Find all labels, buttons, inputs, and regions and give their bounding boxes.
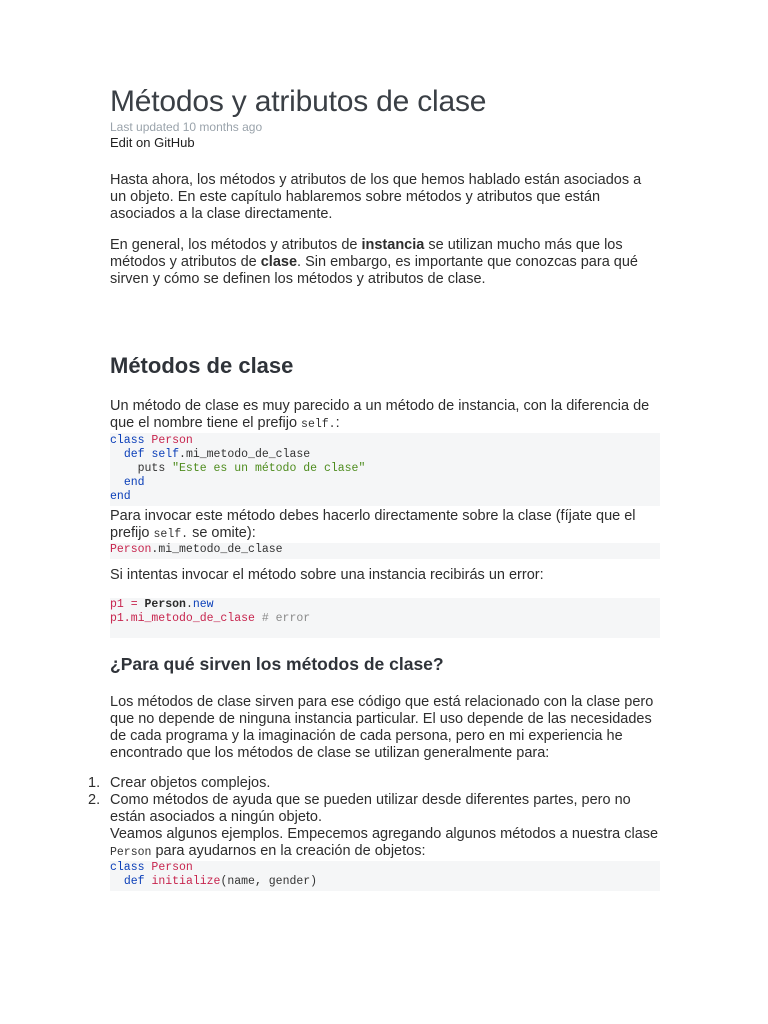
cm-p2-text-b: se omite): <box>188 525 256 541</box>
code-dot: . <box>185 598 193 611</box>
heading-purpose: ¿Para qué sirven los métodos de clase? <box>110 654 444 674</box>
list-item-number: 1. <box>88 775 101 791</box>
intro-2-bold-instancia: instancia <box>361 237 425 253</box>
purpose-paragraph-2 <box>110 826 658 859</box>
code-keyword: def <box>123 875 145 888</box>
intro-paragraph-1: Hasta ahora, los métodos y atributos de los que hemos hablado están asociados a un objeto. En este capítulo hablaremos sobre métodos y atributos que están asociados a la clase directamente. <box>110 172 642 222</box>
class-methods-paragraph-2 <box>110 508 660 543</box>
code-keyword: end <box>110 490 131 503</box>
edit-on-github-link[interactable]: Edit on GitHub <box>110 135 195 150</box>
purpose-p2-text-b: para ayudarnos en la creación de objetos: <box>151 843 426 859</box>
intro-2-bold-clase: clase <box>260 254 298 270</box>
code-method-name: initialize <box>151 875 221 888</box>
code-method-name: .mi_metodo_de_clase <box>179 448 311 461</box>
list-item <box>88 792 660 861</box>
code-keyword: class <box>110 434 145 447</box>
code-comment: # error <box>254 612 311 625</box>
code-method-call: .mi_metodo_de_clase <box>151 543 283 556</box>
code-operator: = <box>123 598 145 611</box>
cm-p1-text-b: : <box>335 415 340 431</box>
purpose-p2-text-a: Veamos algunos ejemplos. Empecemos agregando algunos métodos a nuestra clase <box>110 826 659 842</box>
intro-2-text-e: . Sin embargo, es importante que conozcas para qué sirven y cómo se definen los métodos y atributos de clase. <box>110 254 638 287</box>
list-item <box>88 775 660 792</box>
class-methods-paragraph-3: Si intentas invocar el método sobre una instancia recibirás un error: <box>110 567 544 583</box>
code-keyword: new <box>192 598 214 611</box>
intro-paragraph-2 <box>110 237 660 288</box>
code-block-person-initialize <box>110 861 660 891</box>
code-block-class-method-definition <box>110 433 660 506</box>
code-arguments: (name, gender) <box>220 875 318 888</box>
inline-code-person: Person <box>110 846 152 859</box>
purpose-list <box>88 775 660 861</box>
code-keyword: class <box>110 861 145 874</box>
code-class-name: Person <box>144 598 186 611</box>
article-content <box>88 84 660 891</box>
code-string: "Este es un método de clase" <box>172 462 366 475</box>
code-call-line: p1.mi_metodo_de_clase <box>110 612 255 625</box>
code-block-instance-error <box>110 598 660 638</box>
inline-code-self: self. <box>301 418 336 431</box>
list-item-number: 2. <box>88 792 101 808</box>
code-class-name: Person <box>110 543 152 556</box>
code-keyword: end <box>123 476 145 489</box>
code-keyword: self <box>151 448 180 461</box>
last-updated-text: Last updated 10 months ago <box>110 120 263 134</box>
code-block-class-method-call <box>110 543 660 559</box>
cm-p2-text-a: Para invocar este método debes hacerlo directamente sobre la clase (fíjate que el prefijo <box>110 508 636 541</box>
page-title: Métodos y atributos de clase <box>110 85 487 118</box>
list-item-text: Crear objetos complejos. <box>110 775 271 791</box>
code-class-name: Person <box>151 861 193 874</box>
intro-2-text-c: se utilizan mucho más que los métodos y atributos de <box>110 237 623 270</box>
code-puts: puts <box>137 462 166 475</box>
code-keyword: def <box>123 448 145 461</box>
code-variable: p1 <box>110 598 124 611</box>
class-methods-paragraph-1 <box>110 398 660 433</box>
purpose-paragraph-1: Los métodos de clase sirven para ese código que está relacionado con la clase pero que no depende de ninguna instancia particular. El uso depende de las necesidades de cada programa y la imaginación de cada persona, pero en mi experiencia he encontrado que los métodos de clase se utilizan generalmente para: <box>110 694 654 761</box>
list-item-text: Como métodos de ayuda que se pueden utilizar desde diferentes partes, pero no están asociados a ningún objeto. <box>110 792 631 825</box>
heading-class-methods: Métodos de clase <box>110 353 294 378</box>
inline-code-self: self. <box>153 528 189 541</box>
code-class-name: Person <box>151 434 193 447</box>
intro-2-text-a: En general, los métodos y atributos de <box>110 237 362 253</box>
cm-p1-text-a: Un método de clase es muy parecido a un método de instancia, con la diferencia de que el nombre tiene el prefijo <box>110 398 650 431</box>
